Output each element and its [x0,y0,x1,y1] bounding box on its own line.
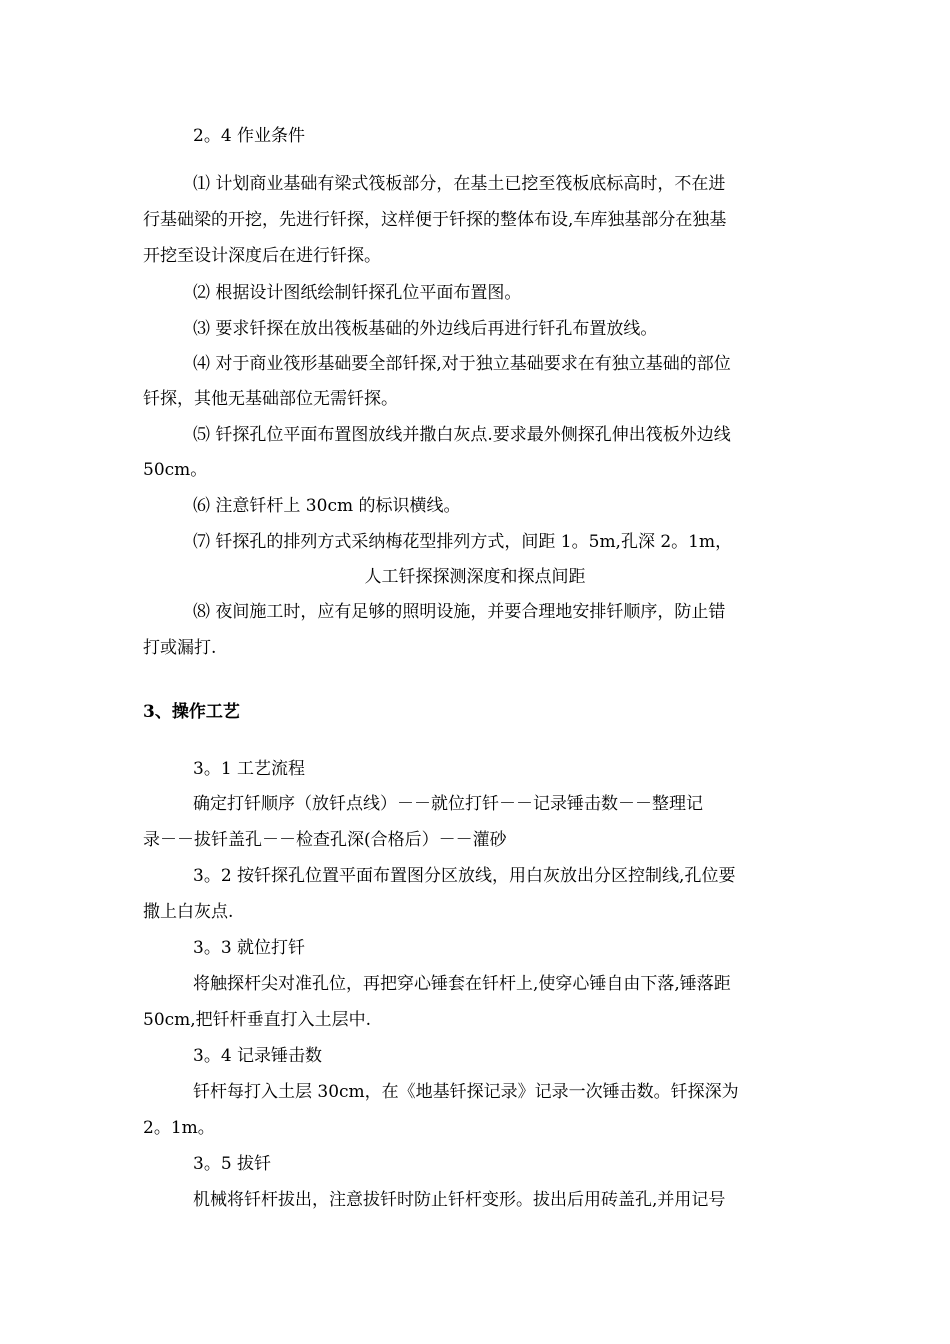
paragraph-line: 将触探杆尖对准孔位，再把穿心锤套在钎杆上,使穿心锤自由下落,锤落距 [193,974,731,994]
paragraph-line: 钎杆每打入土层 30cm，在《地基钎探记录》记录一次锤击数。钎探深为 [193,1082,739,1102]
paragraph-line: 录－－拔钎盖孔－－检查孔深(合格后）－－灌砂 [143,830,507,850]
paragraph-line: 确定打钎顺序（放钎点线）－－就位打钎－－记录锤击数－－整理记 [193,794,703,814]
paragraph-line: 50cm。 [143,460,208,480]
paragraph-line: 钎探，其他无基础部位无需钎探。 [143,389,398,409]
subsection-title: 3。4 记录锤击数 [193,1046,323,1066]
section-3-heading: 3、操作工艺 [143,702,240,722]
paragraph-line: ⑵ 根据设计图纸绘制钎探孔位平面布置图。 [193,283,522,303]
paragraph-line: 机械将钎杆拔出，注意拔钎时防止钎杆变形。拔出后用砖盖孔,并用记号 [193,1190,726,1210]
section-2-4-title: 2。4 作业条件 [193,126,306,146]
subsection-title: 3。5 拔钎 [193,1154,272,1174]
paragraph-line: ⑶ 要求钎探在放出筏板基础的外边线后再进行钎孔布置放线。 [193,319,658,339]
paragraph-line: 行基础梁的开挖，先进行钎探，这样便于钎探的整体布设,车库独基部分在独基 [143,210,727,230]
paragraph-line: ⑺ 钎探孔的排列方式采纳梅花型排列方式，间距 1。5m,孔深 2。1m， [193,532,733,552]
paragraph-line: 打或漏打. [143,638,217,658]
subsection-title: 3。3 就位打钎 [193,938,306,958]
subsection-title: 3。1 工艺流程 [193,759,306,779]
table-caption: 人工钎探探测深度和探点间距 [364,567,586,587]
paragraph-line: ⑸ 钎探孔位平面布置图放线并撒白灰点.要求最外侧探孔伸出筏板外边线 [193,425,731,445]
paragraph-line: ⑴ 计划商业基础有梁式筏板部分，在基土已挖至筏板底标高时，不在进 [193,174,726,194]
paragraph-line: 撒上白灰点. [143,902,234,922]
paragraph-line: 开挖至设计深度后在进行钎探。 [143,246,381,266]
paragraph-line: 3。2 按钎探孔位置平面布置图分区放线，用白灰放出分区控制线,孔位要 [193,866,736,886]
paragraph-line: 50cm,把钎杆垂直打入土层中. [143,1010,372,1030]
paragraph-line: ⑷ 对于商业筏形基础要全部钎探,对于独立基础要求在有独立基础的部位 [193,354,731,374]
paragraph-line: ⑹ 注意钎杆上 30cm 的标识横线。 [193,496,461,516]
paragraph-line: ⑻ 夜间施工时，应有足够的照明设施，并要合理地安排钎顺序，防止错 [193,602,726,622]
paragraph-line: 2。1m。 [143,1118,215,1138]
